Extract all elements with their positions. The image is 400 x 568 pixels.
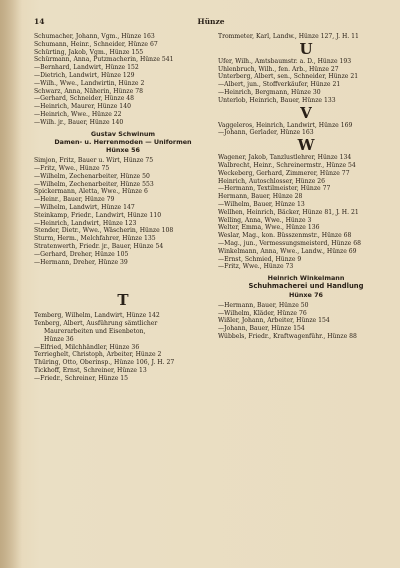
directory-entry: Schürmann, Anna, Putzmacherin, Hünze 541 [34,56,174,64]
directory-entry: —Wilhelm, Landwirt, Hünze 147 [34,203,135,211]
directory-entry-continuation: Maurerarbeiten und Eisenbeton, [44,327,146,335]
advertisement-line: Hünxe 76 [288,290,324,299]
advertisement-line: Schuhmacherei und Handlung [248,282,364,291]
directory-entry: Unterberg, Albert, sen., Schneider, Hünze 21 [218,73,359,81]
directory-entry: Steinkamp, Friedr., Landwirt, Hünze 110 [34,211,162,219]
directory-entry: —Heinrich, Bergmann, Hünze 30 [218,88,321,96]
directory-entry: —Bernhard, Landwirt, Hünze 152 [34,64,139,72]
directory-entry: Sturm, Herm., Melchfahrer, Hünze 135 [34,235,156,243]
right-column [218,33,394,341]
directory-entry: Heinrich, Autoschlosser, Hünze 26 [218,177,326,185]
directory-entry: Winkelmann, Anna, Wwe., Landw., Hünze 69 [218,247,357,255]
directory-entry: —Wilhelm, Bauer, Hünze 13 [218,200,305,208]
advertisement-line: Damen- u. Herrenmoden — Uniformen [54,137,192,146]
directory-entry: —Johann, Gerlader, Hünze 163 [218,129,314,137]
directory-entry: —Fritz, Wwe., Hünze 73 [218,263,294,271]
directory-entry: —Elfried, Milchhändler, Hünze 36 [34,343,140,351]
directory-entry: Thüring, Otto, Oberinsp., Hünze 106, J. H. 27 [34,359,175,367]
directory-entry: Vaggeleros, Heinrich, Landwirt, Hünze 169 [218,121,353,129]
directory-entry: —Wilhelm, Kläder, Hünze 76 [218,309,307,317]
section-letter: V [300,103,312,122]
directory-entry: —Mag., jun., Vermessungsmeisterd, Hünze 68 [218,239,361,247]
directory-entry: Unterlob, Heinrich, Bauer, Hünze 133 [218,96,336,104]
directory-entry: —Albert, jun., Stoffverkäufer, Hünze 21 [218,81,341,89]
directory-entry: —Gerhard, Dreher, Hünze 105 [34,250,129,258]
section-letter: T [117,291,129,310]
advertisement-line: Gustav Schwinum [90,129,156,138]
directory-entry: Weslar, Mag., kon. Büsszenmstr., Hünze 68 [218,232,352,240]
section-letter: U [299,39,313,58]
directory-entry: Ufer, Wilh., Amtsbaumstr. a. D., Hünze 193 [218,57,352,65]
directory-entry: —Hermann, Bauer, Hünze 50 [218,301,309,309]
directory-entry: —Fritz, Wwe., Hünze 75 [34,164,110,172]
directory-entry: Terrieghelt, Christoph, Arbeiter, Hünze 2 [34,351,162,359]
directory-entry: Schürting, Jakob, Vgm., Hünze 155 [34,48,144,56]
directory-entry-continuation: Hünze 36 [44,335,74,343]
directory-entry: Schumann, Heinr., Schneider, Hünze 67 [34,40,158,48]
directory-entry: —Friedr., Schreiner, Hünze 15 [34,374,129,382]
directory-entry: Hermann, Bauer, Hünze 28 [218,193,303,201]
directory-entry: Stratenwerth, Friedr. jr., Bauer, Hünze 54 [34,242,164,250]
page-binding-edge [0,0,22,568]
directory-entry: Tickhoff, Ernst, Schreiner, Hünze 13 [34,366,147,374]
directory-entry: Temberg, Wilhelm, Landwirt, Hünze 142 [34,312,160,320]
directory-entry: —Gerhard, Schneider, Hünze 48 [34,95,135,103]
directory-entry: Spickermann, Aletta, Wwe., Hünze 6 [34,188,148,196]
directory-entry: Wagener, Jakob, Tanzlustlehrer, Hünze 134 [218,154,352,162]
left-column [34,33,212,383]
directory-entry: —Wilhelm, Zechenarbeiter, Hünze 553 [34,180,154,188]
directory-entry: —Hermann, Textilmeister, Hünze 77 [218,185,331,193]
directory-entry: Tenberg, Albert, Ausführung sämtlicher [34,320,158,328]
directory-entry: Schumacher, Johann, Vgm., Hünze 163 [34,33,155,40]
page-header [34,17,388,29]
directory-entry: Wellhen, Heinrich, Bäcker, Hünze 81, J. H. 21 [218,208,359,216]
advertisement-line: Hünxe 56 [105,145,141,154]
directory-entry: Trommeter, Karl, Landw., Hünze 127, J. H. 11 [218,33,359,40]
advertisement-line: Heinrich Winkelmann [267,274,345,283]
directory-entry: —Heinrich, Wwe., Hünze 22 [34,110,122,118]
directory-entry: Schwarz, Anna, Näherin, Hünze 78 [34,87,143,95]
section-letter: W [297,136,315,155]
directory-entry: —Hermann, Dreher, Hünze 39 [34,258,128,266]
directory-entry: Walbrecht, Heinr., Schreinermstr., Hünze 54 [218,161,356,169]
directory-entry: Weckeberg, Gerhard, Zimmerer, Hünze 77 [218,169,350,177]
directory-entry: —Wilhelm, Zechenarbeiter, Hünze 50 [34,172,150,180]
directory-entry: —Wilh., Wwe., Landwirtin, Hünze 2 [34,79,145,87]
directory-entry: —Johann, Bauer, Hünze 154 [218,325,305,333]
page-number: 14 [34,17,45,26]
directory-entry: —Wilh. jr., Bauer, Hünze 140 [34,118,124,126]
directory-entry: —Heinrich, Maurer, Hünze 140 [34,103,131,111]
directory-entry: —Heinrich, Landwirt, Hünze 123 [34,219,137,227]
directory-entry: Welling, Anna, Wwe., Hünze 3 [218,216,312,224]
directory-entry: Stender, Dietr., Wwe., Wäscherin, Hünze 108 [34,227,174,235]
directory-entry: —Ernst, Schmied, Hünze 9 [218,255,302,263]
directory-entry: —Dietrich, Landwirt, Hünze 129 [34,71,135,79]
directory-entry: —Heinr., Bauer, Hünze 79 [34,196,115,204]
directory-entry: Wübbels, Friedr., Kraftwagenführ., Hünze 88 [218,332,357,340]
directory-entry: Welter, Emma, Wwe., Hünze 136 [218,224,320,232]
directory-entry: Wißler, Johann, Arbeiter, Hünze 154 [218,317,330,325]
page-title: Hünze [197,17,225,26]
directory-entry: Uhlenbruch, Wilh., fen. Arb., Hünze 27 [218,65,339,73]
spacer [34,266,212,292]
directory-entry: Simjon, Fritz, Bauer u. Wirt, Hünze 75 [34,157,154,165]
